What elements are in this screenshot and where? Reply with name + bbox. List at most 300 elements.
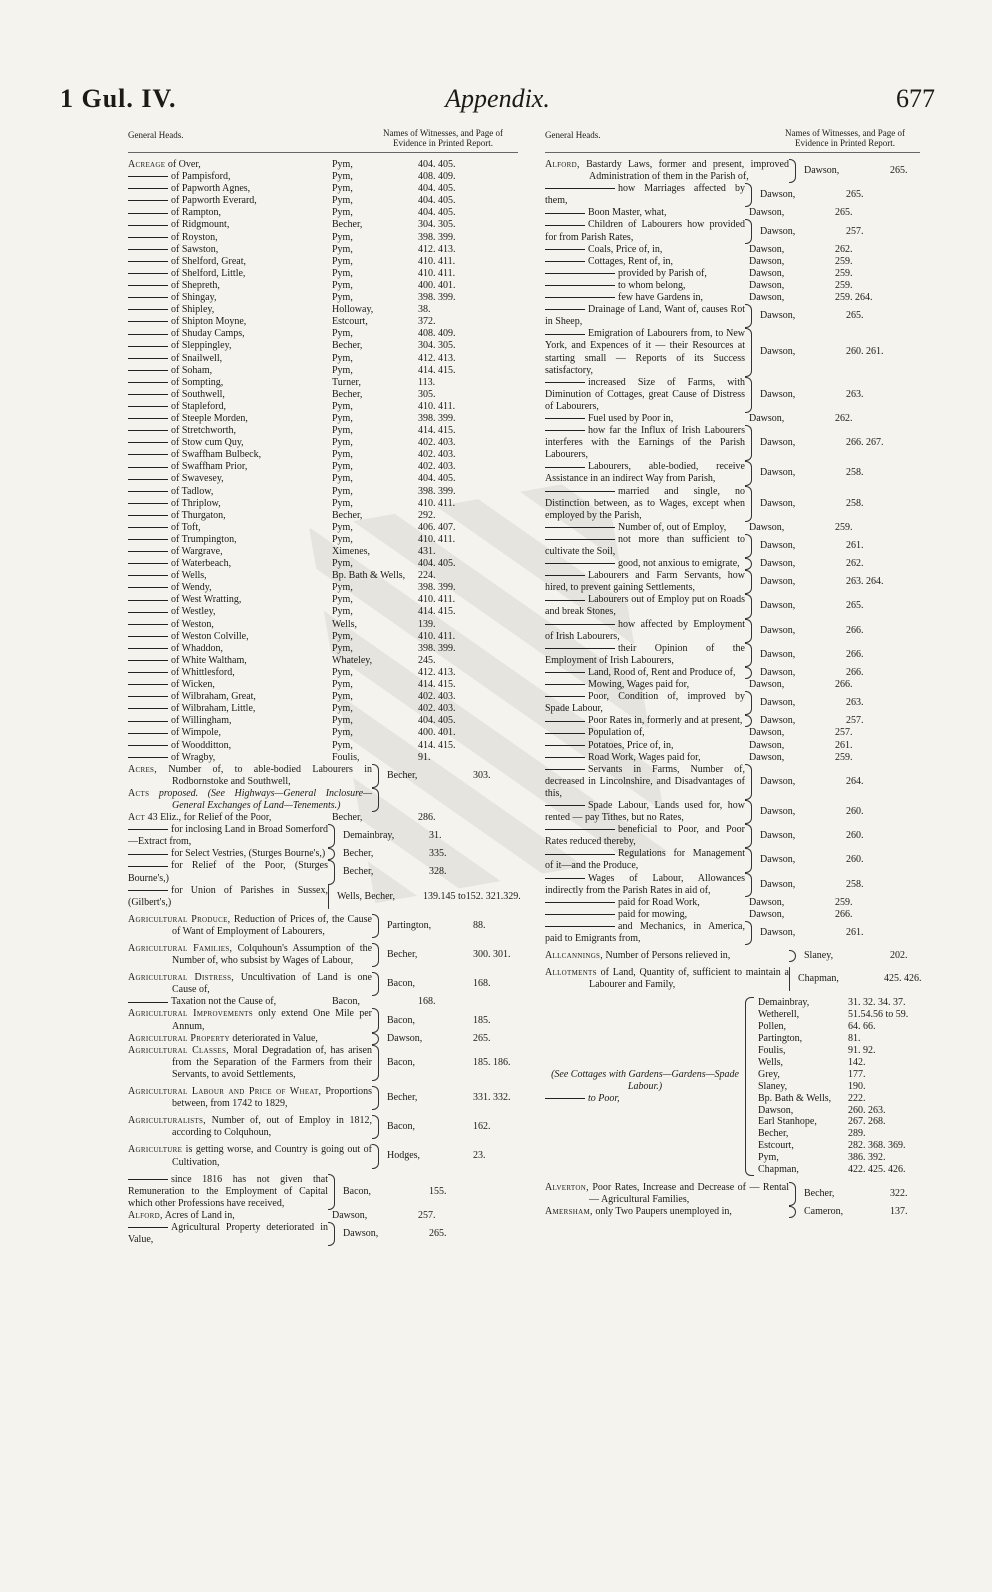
entry-text [128, 219, 328, 231]
repeat-dash [128, 515, 168, 516]
entry-text [128, 619, 328, 631]
entry-description: of Land, Quantity of, sufficient to maintain a Labourer and Family, [589, 967, 789, 991]
witness-name: Dawson, [749, 908, 785, 920]
entry-description: Emigration of Labourers from, to New York, and Expences of it — their Resources at starting small — Reports of its Success satisfactory, [545, 328, 745, 376]
entry-text [545, 691, 745, 715]
witness-name: Pym, [332, 485, 353, 497]
witness-name: Pym, [332, 594, 353, 606]
entry-text [545, 413, 745, 425]
index-entry [545, 897, 920, 909]
entry-text [545, 268, 745, 280]
entry-description: of Wendy, [171, 582, 212, 594]
index-entry [128, 425, 518, 437]
entry-brace [745, 619, 752, 643]
index-entry [128, 353, 518, 365]
index-entry [128, 219, 518, 231]
entry-text [545, 256, 745, 268]
allotments-witness-row [754, 1045, 920, 1057]
page-reference: 414. 415. [418, 606, 456, 618]
entry-description: married and single, no Distinction between, as to Wages, except when employed by the Parish, [545, 485, 745, 521]
repeat-dash [545, 334, 585, 335]
index-entry [128, 667, 518, 679]
page-reference: 414. 415. [418, 364, 456, 376]
entry-brace [745, 873, 752, 897]
index-entry [128, 1045, 518, 1081]
page-reference: 398. 399. [418, 292, 456, 304]
entry-head: Alverton, [545, 1181, 589, 1193]
index-entry [128, 594, 518, 606]
entry-description: Taxation not the Cause of, [171, 996, 277, 1008]
page-reference: 282. 368. 369. [848, 1140, 906, 1152]
index-entry [128, 996, 518, 1008]
witness-name: Pym, [332, 195, 353, 207]
entry-text [545, 873, 745, 897]
index-entry [545, 909, 920, 921]
repeat-dash [128, 527, 168, 528]
repeat-dash [128, 539, 168, 540]
index-entry [128, 171, 518, 183]
entry-text [128, 703, 328, 715]
page-reference: 91. [418, 751, 431, 763]
page-reference: 292. [418, 509, 436, 521]
entry-text [545, 244, 745, 256]
repeat-dash [545, 563, 615, 564]
entry-text [128, 461, 328, 473]
entry-text [128, 486, 328, 498]
entry-text [128, 207, 328, 219]
witness-name: Ximenes, [332, 546, 371, 557]
entry-text [545, 848, 745, 872]
witness-name: Pym, [332, 497, 353, 509]
page-reference: 260. 263. [848, 1104, 886, 1116]
repeat-dash [128, 696, 168, 697]
repeat-dash [545, 926, 615, 927]
column-header [545, 128, 920, 153]
page-reference: 258. [846, 467, 864, 479]
entry-description: Poor, Condition of, improved by Spade Labour, [545, 691, 745, 715]
witness-name: Dawson, [760, 310, 796, 322]
entry-description: of Whittlesford, [171, 666, 235, 678]
repeat-dash [128, 733, 168, 734]
witness-name: Pym, [332, 606, 353, 618]
witness-name: Dawson, [760, 775, 796, 787]
entry-text [128, 256, 328, 268]
entry-head: Agricultural Labour and Price of Wheat, [128, 1086, 322, 1098]
witness-name: Pym, [332, 449, 353, 461]
witness-name: Pym, [332, 412, 353, 424]
entry-text [545, 824, 745, 848]
entry-text [128, 510, 328, 522]
entry-text [545, 558, 745, 570]
entry-brace [745, 377, 752, 413]
index-entry [128, 232, 518, 244]
entry-brace [789, 1182, 796, 1206]
entry-description: Number of, out of Employ in 1812, according to Colquhoun, [172, 1115, 372, 1139]
page-reference: 91. 92. [848, 1045, 876, 1056]
repeat-dash [545, 188, 615, 189]
witness-name: Dawson, [749, 521, 785, 533]
repeat-dash [545, 805, 585, 806]
entry-brace [745, 183, 752, 207]
entry-description: of Southwell, [171, 388, 225, 400]
entry-text [128, 679, 328, 691]
index-entry [545, 159, 920, 183]
page-number: 677 [896, 84, 935, 113]
witness-name: Dawson, [760, 878, 796, 890]
witness-name: Pym, [332, 679, 353, 691]
entry-brace [745, 667, 752, 679]
entry-description: paid for mowing, [618, 908, 688, 920]
witness-name: Becher, [387, 949, 418, 961]
allotments-witness-row [754, 1093, 920, 1105]
witness-name: Pym, [332, 691, 353, 703]
entry-brace [372, 1045, 379, 1081]
repeat-dash [128, 406, 168, 407]
index-entry [545, 304, 920, 328]
entry-text [545, 800, 745, 824]
page-reference: 266. [846, 666, 864, 678]
entry-description: of Shuday Camps, [171, 328, 245, 340]
witness-name: Pym, [332, 533, 353, 545]
repeat-dash [545, 696, 585, 697]
index-entry [545, 377, 920, 413]
page-reference: 410. 411. [418, 255, 456, 267]
witness-name: Pym, [758, 1152, 779, 1164]
entry-description: of Pampisford, [171, 171, 231, 183]
witness-name: Dawson, [749, 267, 785, 279]
page-reference: 142. [848, 1056, 866, 1068]
entry-text [545, 715, 745, 727]
index-entry [128, 740, 518, 752]
index-entry [128, 582, 518, 594]
entry-text [128, 268, 328, 280]
repeat-dash [545, 273, 615, 274]
entry-description: is getting worse, and Country is going out of Cultivation, [172, 1144, 372, 1168]
entry-head: Alford, [545, 159, 580, 170]
entry-description: Bastardy Laws, former and present, improved Administration of them in the Parish of, [579, 159, 789, 183]
witness-name: Cameron, [804, 1206, 844, 1218]
repeat-dash [128, 503, 168, 504]
index-entry [128, 280, 518, 292]
page-reference: 372. [418, 316, 436, 328]
entry-brace [789, 967, 790, 991]
repeat-dash [128, 829, 168, 830]
page-reference: 265. [890, 165, 908, 177]
page-reference: 259. [835, 896, 853, 908]
index-entry [128, 365, 518, 377]
index-entry [545, 967, 920, 991]
index-entry [128, 1210, 518, 1222]
witness-name: Earl Stanhope, [758, 1116, 817, 1128]
page-reference: 31. 32. 34. 37. [848, 997, 906, 1009]
repeat-dash [128, 394, 168, 395]
repeat-dash [128, 285, 168, 286]
page-reference: 265. [473, 1032, 491, 1044]
witness-name: Foulis, [758, 1045, 786, 1056]
entry-text [128, 353, 328, 365]
allotments-witness-row [754, 1033, 920, 1045]
allotments-witness-group [545, 997, 920, 1176]
repeat-dash [545, 382, 585, 383]
repeat-dash [128, 200, 168, 201]
entry-head: Agricultural Produce, [128, 913, 231, 925]
entry-brace [745, 800, 752, 824]
page-reference: 81. [848, 1033, 861, 1045]
index-entry [545, 425, 920, 461]
witness-name: Pym, [332, 727, 353, 739]
repeat-dash [128, 249, 168, 250]
entry-brace [372, 972, 379, 996]
repeat-dash [545, 225, 585, 226]
entry-description: of Wilbraham, Little, [171, 703, 256, 715]
witness-name: Dawson, [760, 830, 796, 842]
page-reference: 335. [429, 848, 447, 860]
entry-text [128, 740, 328, 752]
witness-name: Becher, [332, 388, 363, 400]
page-reference: 289. [848, 1128, 866, 1140]
entry-text [128, 812, 328, 824]
witness-name: Pym, [332, 364, 353, 376]
entry-description: of Stapleford, [171, 400, 226, 412]
entry-description: of Papworth Agnes, [171, 183, 251, 195]
witness-name: Pym, [332, 642, 353, 654]
entry-description: Reduction of Prices of, the Cause of Want of Employment of Labourers, [172, 913, 372, 937]
page-reference: 224. [418, 570, 436, 582]
witness-name: Bp. Bath & Wells, [332, 570, 406, 582]
witness-name: Pym, [332, 328, 353, 340]
witness-name: Partington, [387, 919, 432, 931]
witness-name: Becher, [387, 769, 418, 781]
repeat-dash [128, 660, 168, 661]
entry-text [545, 534, 745, 558]
entry-description: of Shingay, [171, 292, 217, 304]
index-entry [545, 752, 920, 764]
page-reference: 404. 405. [418, 159, 456, 170]
repeat-dash [545, 261, 585, 262]
repeat-dash [545, 600, 585, 601]
page-reference: 404. 405. [418, 715, 456, 727]
entry-text [128, 437, 328, 449]
index-entry [545, 667, 920, 679]
repeat-dash [545, 285, 615, 286]
entry-brace [328, 824, 335, 848]
index-entry [128, 619, 518, 631]
entry-brace [372, 1086, 379, 1110]
entry-description: of Weston Colville, [171, 630, 249, 642]
allotments-witness-row [754, 1152, 920, 1164]
entry-text [128, 582, 328, 594]
page-reference: 266. [846, 624, 864, 636]
page-reference: 262. [835, 412, 853, 424]
repeat-dash [545, 297, 615, 298]
page-reference: 185. [473, 1014, 491, 1026]
witness-name: Dawson, [760, 624, 796, 636]
index-entry [545, 570, 920, 594]
page-reference: 266. [835, 679, 853, 691]
entry-brace [372, 1008, 379, 1032]
entry-brace [372, 788, 379, 812]
entry-text [545, 425, 745, 461]
entry-description: of Tadlow, [171, 485, 214, 497]
repeat-dash [128, 551, 168, 552]
index-entry [128, 207, 518, 219]
repeat-dash [545, 491, 615, 492]
index-entry [545, 244, 920, 256]
page-reference: 398. 399. [418, 582, 456, 594]
entry-text [128, 401, 328, 413]
page-reference: 402. 403. [418, 461, 456, 473]
entry-description: Wages of Labour, Allowances indirectly from the Parish Rates in aid of, [545, 872, 745, 896]
repeat-dash [545, 213, 585, 214]
witness-name: Dawson, [332, 1209, 368, 1221]
witness-name: Chapman, [798, 973, 839, 985]
entry-brace [745, 921, 752, 945]
entry-head: Agricultural Distress, [128, 972, 235, 984]
repeat-dash [128, 575, 168, 576]
entry-text [128, 316, 328, 328]
witness-name: Dawson, [749, 292, 785, 304]
repeat-dash [128, 745, 168, 746]
entry-text [545, 921, 745, 945]
entry-description: how Marriages affected by them, [545, 183, 745, 207]
entry-text [545, 1182, 789, 1206]
witness-name: Becher, [332, 340, 363, 352]
entry-description: Labourers out of Employ put on Roads and break Stones, [545, 594, 745, 618]
entry-head: Amersham, [545, 1206, 593, 1218]
page-reference: 266. [835, 908, 853, 920]
witness-name: Becher, [343, 866, 374, 878]
repeat-dash [128, 479, 168, 480]
entry-text [545, 328, 745, 376]
repeat-dash [128, 1179, 168, 1180]
witness-name: Pym, [332, 739, 353, 751]
entry-text [128, 183, 328, 195]
entry-text [128, 860, 328, 884]
page-reference: 422. 425. 426. [848, 1164, 906, 1176]
index-entry [128, 461, 518, 473]
repeat-dash [128, 309, 168, 310]
witness-name: Dawson, [760, 806, 796, 818]
index-entry [128, 643, 518, 655]
entry-text [128, 1144, 372, 1168]
entry-text [128, 534, 328, 546]
entry-description: for inclosing Land in Broad Somerford—Extract from, [128, 824, 328, 848]
entry-text [545, 752, 745, 764]
page-reference: 64. 66. [848, 1021, 876, 1033]
entry-description: of Woodditton, [171, 739, 232, 751]
repeat-dash [545, 902, 615, 903]
entry-text [128, 667, 328, 679]
page-reference: 398. 399. [418, 485, 456, 497]
page-reference: 412. 413. [418, 666, 456, 678]
entry-head: Agriculturalists, [128, 1115, 206, 1127]
entry-text [128, 972, 372, 996]
index-entry [128, 848, 518, 860]
witness-label: Names of Witnesses, and Page of Evidence in Printed Report. [785, 128, 905, 148]
right-column [545, 128, 920, 1218]
witness-name: Dawson, [760, 189, 796, 201]
entry-text [128, 848, 328, 860]
entry-text [128, 1045, 372, 1081]
page-reference: 263. 264. [846, 576, 884, 588]
entry-description: of West Wratting, [171, 594, 242, 606]
index-entry [545, 824, 920, 848]
page-reference: 331. 332. [473, 1092, 511, 1104]
entry-description: Fuel used by Poor in, [588, 412, 674, 424]
entry-description: Coals, Price of, in, [588, 243, 663, 255]
entry-brace [745, 848, 752, 872]
index-entry [128, 1086, 518, 1110]
entry-brace [789, 1206, 796, 1218]
page-reference: 402. 403. [418, 691, 456, 703]
entry-description: Moral Degradation of, has arisen from the Separation of the Farmers from their Servants, to avoid Settlements, [172, 1044, 372, 1080]
entry-description: of Wragby, [171, 751, 216, 763]
allotments-witness-row [754, 1105, 920, 1117]
repeat-dash [545, 684, 585, 685]
index-entry [128, 316, 518, 328]
page-reference: 51.54.56 to 59. [848, 1009, 909, 1021]
witness-name: Dawson, [749, 679, 785, 691]
page-reference: 398. 399. [418, 231, 456, 243]
index-entry [128, 1222, 518, 1246]
entry-description: of Shipton Moyne, [171, 316, 247, 328]
index-entry [128, 437, 518, 449]
page-reference: 265. [429, 1228, 447, 1240]
witness-name: Pym, [332, 183, 353, 195]
entry-text [545, 967, 789, 991]
witness-name: Estcourt, [758, 1140, 794, 1152]
page-reference: 177. [848, 1068, 866, 1080]
entry-brace [745, 715, 752, 727]
page-reference: 265. [846, 189, 864, 201]
entry-head: Agricultural Property [128, 1032, 230, 1044]
page-reference: 402. 403. [418, 437, 456, 449]
witness-name: Dawson, [749, 727, 785, 739]
entry-description: Labourers, able-bodied, receive Assistance in an indirect Way from Parish, [545, 461, 745, 485]
entry-description: of Snailwell, [171, 352, 223, 364]
entry-description: of Whaddon, [171, 642, 224, 654]
entry-description: Children of Labourers how provided for from Parish Rates, [545, 219, 745, 243]
entry-head: Alford, [128, 1209, 163, 1221]
index-entry [545, 558, 920, 570]
index-entry [128, 473, 518, 485]
allotments-witness-row [754, 997, 920, 1009]
entry-description: of Willingham, [171, 715, 232, 727]
allotments-witness-row [754, 1021, 920, 1033]
entry-description: for Relief of the Poor, (Sturges Bourne's,) [128, 860, 328, 884]
repeat-dash [128, 418, 168, 419]
repeat-dash [545, 914, 615, 915]
witness-name: Dawson, [760, 467, 796, 479]
entry-text [545, 667, 745, 679]
index-entry [128, 824, 518, 848]
entry-text [545, 207, 745, 219]
index-entry [128, 304, 518, 316]
witness-name: Grey, [758, 1068, 780, 1080]
page-reference: 408. 409. [418, 328, 456, 340]
witness-name: Bacon, [387, 1014, 416, 1026]
entry-description: Road Work, Wages paid for, [588, 751, 701, 763]
entry-text [128, 195, 328, 207]
page-reference: 257. [846, 715, 864, 727]
entry-description: good, not anxious to emigrate, [618, 558, 740, 570]
witness-name: Pym, [332, 231, 353, 243]
witness-name: Pollen, [758, 1021, 787, 1033]
entry-text [128, 715, 328, 727]
entry-text [545, 950, 789, 962]
witness-name: Demainbray, [758, 997, 810, 1009]
repeat-dash [128, 648, 168, 649]
